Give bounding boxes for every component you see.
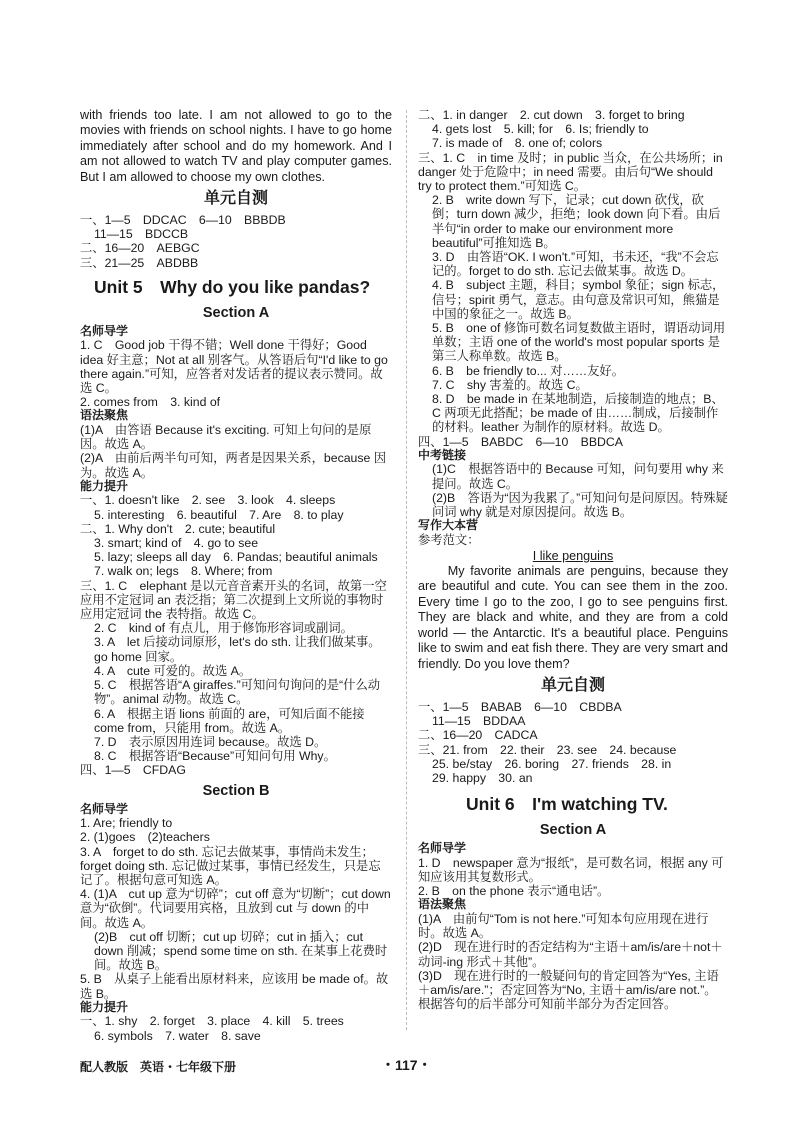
left-line: 3. A let 后接动词原形，let's do sth. 让我们做某事。go home 回家。 [94,635,381,664]
right-column [418,108,728,1011]
right-line: 写作大本营 [418,518,479,533]
right-line: Unit 6 I'm watching TV. [466,794,668,815]
right-line: 参考范文： [418,532,480,547]
left-line: 2. comes from 3. kind of [80,395,221,410]
left-line: 一、1. shy 2. forget 3. place 4. kill 5. trees [80,1014,344,1029]
right-line: 2. B write down 写下，记录；cut down 砍伐，砍倒；turn down 减少，拒绝；look down 向下看。由后半句“in order to make our environment more beautiful”可推知选 B。 [432,193,721,250]
left-line: 一、1. doesn't like 2. see 3. look 4. sleeps [80,493,336,508]
left-line: Unit 5 Why do you like pandas? [94,276,371,297]
right-line: 中考链接 [418,447,467,462]
right-line: 四、1—5 BABDC 6—10 BBDCA [418,434,624,449]
right-line: 二、16—20 CADCA [418,728,538,743]
left-line: 4. (1)A cut up 意为“切碎”；cut off 意为“切断”；cut down 意为“砍倒”。代词要用宾格，且放到 cut 与 down 的中间。故选 A。 [80,887,391,930]
left-line: (2)A 由前后两半句可知，两者是因果关系，because 因为。故选 A。 [80,451,387,480]
right-line: 11—15 BDDAA [432,714,526,729]
left-line: 5. lazy; sleeps all day 6. Pandas; beautiful animals [94,550,378,565]
left-line: 4. A cute 可爱的。故选 A。 [94,663,252,678]
left-line: 一、1—5 DDCAC 6—10 BBBDB [80,213,286,228]
right-line: 7. is made of 8. one of; colors [432,136,603,151]
left-line: 11—15 BDCCB [94,227,189,242]
left-line: 5. C 根据答语“A giraffes.”可知问句询问的是“什么动物”。animal 动物。故选 C。 [94,678,381,707]
left-line: 2. C kind of 有点儿，用于修饰形容词或副词。 [94,621,353,636]
left-line: 1. C Good job 干得不错；Well done 干得好；Good idea 好主意；Not at all 别客气。从答语后句“I'd like to go there again.”可知，应答者对发话者的提议表示赞同。故选 C。 [80,338,388,396]
left-line: 单元自测 [203,190,268,208]
right-line: 5. B one of 修饰可数名词复数做主语时，谓语动词用单数；主语 one of the world's most popular sports 是第三人称单数。故选 B。 [432,321,726,364]
right-line: 二、1. in danger 2. cut down 3. forget to bring [418,108,685,122]
left-line: 6. A 根据主语 lions 前面的 are，可知后面不能接 come from，只能用 from。故选 A。 [94,706,365,735]
left-line: 3. A forget to do sth. 忘记去做某事，事情尚未发生；forget doing sth. 忘记做过某事，事情已经发生，只是忘记了。根据句意可知选 A。 [80,844,381,887]
left-line: 7. walk on; legs 8. Where; from [94,564,273,579]
left-line: 四、1—5 CFDAG [80,763,186,778]
right-line: 4. B subject 主题，科目；symbol 象征；sign 标志，信号；spirit 勇气，意志。由句意及常识可知，熊猫是中国的象征之一。故选 B。 [432,278,725,321]
right-line: 25. be/stay 26. boring 27. friends 28. in [432,756,672,771]
right-line: I like penguins [532,549,614,564]
right-line: 4. gets lost 5. kill; for 6. Is; friendly to [432,122,649,137]
right-line: 三、1. C in time 及时；in public 当众，在公共场所；in danger 处于危险中；in need 需要。由后句“We should try to protect them.”可知选 C。 [418,150,723,194]
left-line: 名师导学 [80,323,129,338]
left-line: 三、21—25 ABDBB [80,255,199,270]
left-line: 语法聚焦 [80,408,129,423]
left-column [80,108,392,1043]
left-line: 8. C 根据答语“Because”可知问句用 Why。 [94,749,336,764]
right-line: My favorite animals are penguins, because they are beautiful and cute. You can see them in the zoo. Every time I go to the zoo, I go to see penguins first. They are black and white, and they are from a cold world — the Antarctic. It's a beautiful place. Penguins like to swim and eat fish there. They are very smart and friendly. Do you love them? [418,564,728,671]
column-divider [406,110,407,1030]
right-line: 名师导学 [418,841,467,856]
left-line: with friends too late. I am not allowed to go to the movies with friends on school nights. I have to go home immediately after school and do my homework. And I am not allowed to watch TV and play computer games. But I am allowed to choose my own clothes. [80,108,392,184]
left-line: 能力提升 [80,478,129,493]
left-line: 7. D 表示原因用连词 because。故选 D。 [94,734,327,749]
left-line: 1. Are; friendly to [80,816,173,831]
right-line: 单元自测 [540,676,605,694]
right-line: (1)C 根据答语中的 Because 可知，问句要用 why 来提问。故选 C。 [432,462,724,491]
left-line: 5. B 从桌子上能看出原材料来，应该用 be made of。故选 B。 [80,972,389,1001]
right-line: 三、21. from 22. their 23. see 24. because [418,742,677,757]
page-number: ・117・ [381,1057,432,1073]
right-line: 7. C shy 害羞的。故选 C。 [432,377,588,392]
right-line: (2)D 现在进行时的否定结构为“主语＋am/is/are＋not＋动词-ing 形式＋其他”。 [418,940,723,969]
left-line: (2)B cut off 切断；cut up 切碎；cut in 插入；cut down 削减；spend some time on sth. 在某事上花费时间。故选 B。 [94,929,388,973]
left-line: 能力提升 [80,999,129,1014]
right-line: (2)B 答语为“因为我累了。”可知问句是问原因。特殊疑问词 why 就是对原因提问。故选 B。 [432,490,728,520]
right-line: 一、1—5 BABAB 6—10 CBDBA [418,699,622,714]
left-line: 6. symbols 7. water 8. save [94,1028,261,1043]
left-line: (1)A 由答语 Because it's exciting. 可知上句问的是原因。故选 A。 [80,423,372,452]
left-line: 二、1. Why don't 2. cute; beautiful [80,521,276,536]
right-line: Section A [539,822,607,839]
right-line: (3)D 现在进行时的一般疑问句的肯定回答为“Yes, 主语＋am/is/are.”；否定回答为“No, 主语＋am/is/are not.”。根据答句的后半部分可知前半部分为否定回答。 [418,968,719,1012]
left-line: 二、16—20 AEBGC [80,241,200,256]
right-line: 3. D 由答语“OK. I won't.”可知，书未还，“我”不会忘记的。forget to do sth. 忘记去做某事。故选 D。 [432,250,719,279]
right-line: 1. D newspaper 意为“报纸”，是可数名词，根据 any 可知应该用其复数形式。 [418,855,724,884]
left-line: 5. interesting 6. beautiful 7. Are 8. to play [94,507,344,522]
left-line: 2. (1)goes (2)teachers [80,830,210,845]
left-line: Section B [202,782,270,799]
right-line: 语法聚焦 [418,897,467,912]
left-line: 3. smart; kind of 4. go to see [94,536,259,551]
right-line: 29. happy 30. an [432,770,533,785]
left-line: Section A [202,304,270,321]
right-line: 6. B be friendly to... 对……友好。 [432,363,625,378]
right-line: (1)A 由前句“Tom is not here.”可知本句应用现在进行时。故选 A。 [418,911,709,941]
right-line: 2. B on the phone 表示“通电话”。 [418,884,610,899]
footer-book-title: 配人教版 英语・七年级下册 [80,1060,237,1074]
left-line: 名师导学 [80,801,129,816]
right-line: 8. D be made in 在某地制造，后接制造的地点；B、C 两项无此搭配；be made of 由……制成，后接制作的材料。leather 为制作的原材料。故选 D。 [432,392,724,435]
left-line: 三、1. C elephant 是以元音音素开头的名词，故第一空应用不定冠词 an 表泛指；第二次提到上文所说的事物时应用定冠词 the 表特指。故选 C。 [80,578,387,622]
